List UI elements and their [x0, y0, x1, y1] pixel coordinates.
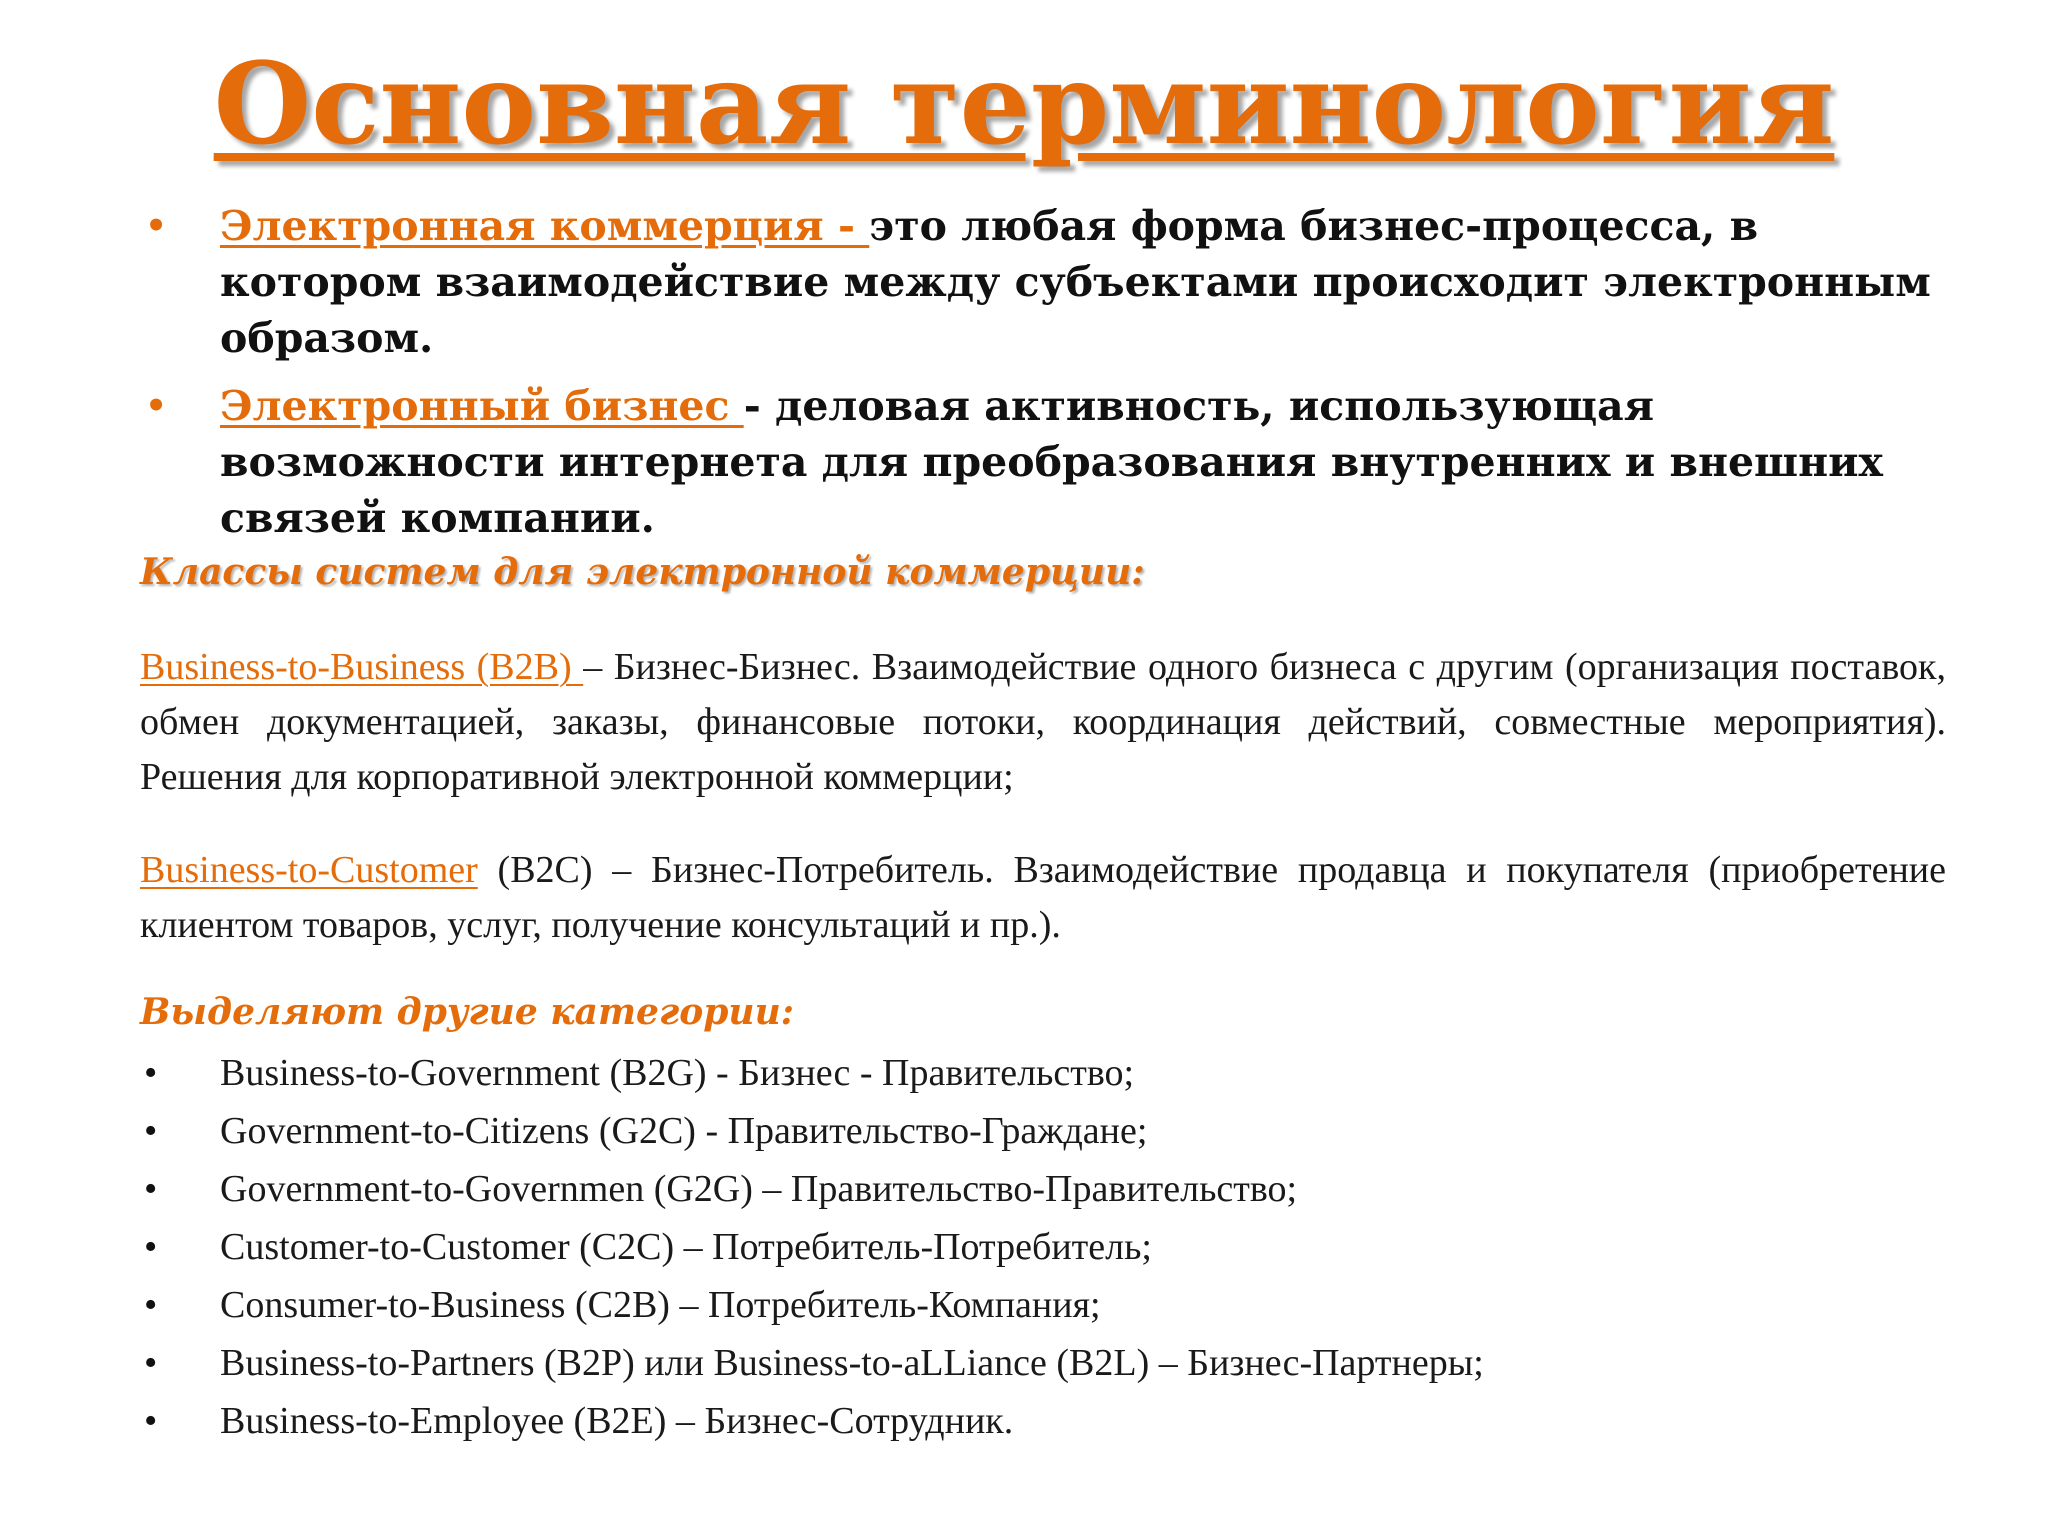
other-categories-heading: Выделяют другие категории:	[140, 991, 795, 1033]
classes-heading: Классы систем для электронной коммерции:	[140, 551, 1145, 593]
category-item	[140, 1334, 1940, 1392]
categories-list	[140, 1044, 1940, 1450]
category-item	[140, 1392, 1940, 1450]
category-text: Government-to-Citizens (G2C) - Правительство-Граждане;	[220, 1110, 1148, 1152]
definitions-list	[140, 198, 1940, 558]
b2c-paragraph	[140, 843, 1946, 953]
category-text: Business-to-Partners (B2P) или Business-to-aLLiance (B2L) – Бизнес-Партнеры;	[220, 1342, 1484, 1384]
bullet-icon: •	[144, 1342, 158, 1384]
category-text: Government-to-Governmen (G2G) – Правительство-Правительство;	[220, 1168, 1298, 1210]
definition-text: это любая форма бизнес-процесса, в котором взаимодействие между субъектами происходит электронным образом.	[220, 202, 1931, 362]
category-text: Business-to-Employee (B2E) – Бизнес-Сотрудник.	[220, 1400, 1014, 1442]
slide-title: Основная терминология	[213, 39, 1835, 170]
bullet-icon: •	[144, 1052, 158, 1094]
category-item	[140, 1044, 1940, 1102]
bullet-icon: •	[144, 1284, 158, 1326]
bullet-icon: •	[144, 1400, 158, 1442]
category-text: Customer-to-Customer (C2C) – Потребитель-Потребитель;	[220, 1226, 1152, 1268]
definition-item	[140, 198, 1940, 366]
bullet-icon: •	[144, 1168, 158, 1210]
definition-text: - деловая активность, использующая возможности интернета для преобразования внутренних и внешних связей компании.	[220, 382, 1883, 542]
category-text: Business-to-Government (B2G) - Бизнес - Правительство;	[220, 1052, 1135, 1094]
category-item	[140, 1276, 1940, 1334]
category-item	[140, 1160, 1940, 1218]
bullet-icon: •	[144, 1226, 158, 1268]
definition-term[interactable]: Электронный бизнес	[220, 382, 744, 430]
b2b-text: – Бизнес-Бизнес. Взаимодействие одного бизнеса с другим (организация поставок, обмен документацией, заказы, финансовые потоки, координация действий, совместные мероприятия). Решения для корпоративной электронной коммерции;	[140, 646, 1946, 798]
b2c-link[interactable]: Business-to-Customer	[140, 849, 478, 891]
b2b-paragraph	[140, 640, 1946, 805]
b2b-link[interactable]: Business-to-Business (B2B)	[140, 646, 584, 688]
b2c-text: (B2C) – Бизнес-Потребитель. Взаимодействие продавца и покупателя (приобретение клиентом товаров, услуг, получение консультаций и пр.).	[140, 849, 1946, 946]
definition-item	[140, 378, 1940, 546]
bullet-icon: •	[144, 202, 169, 250]
category-item	[140, 1218, 1940, 1276]
definition-term[interactable]: Электронная коммерция -	[220, 202, 870, 250]
bullet-icon: •	[144, 382, 169, 430]
category-item	[140, 1102, 1940, 1160]
category-text: Consumer-to-Business (C2B) – Потребитель-Компания;	[220, 1284, 1101, 1326]
bullet-icon: •	[144, 1110, 158, 1152]
